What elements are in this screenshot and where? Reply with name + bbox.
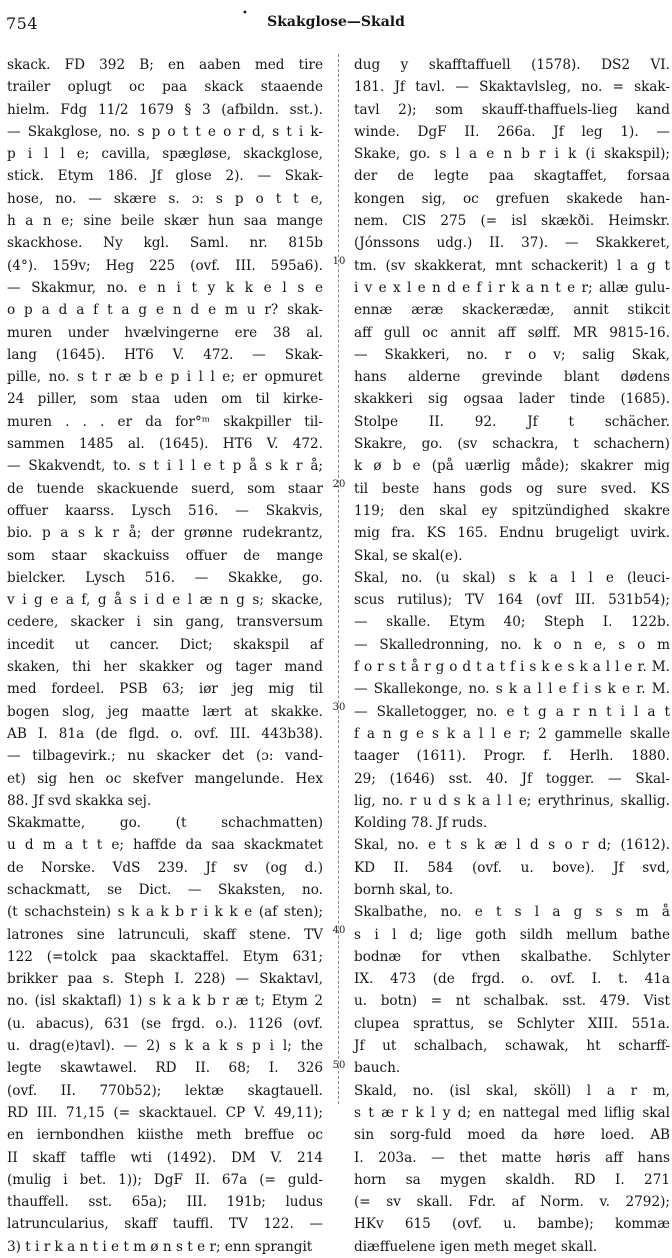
text-line: u. botn) = nt schalbak. sst. 479. Vist <box>354 993 670 1010</box>
text-line: f o r s t å r g o d t a t f i s k e s k a l l e r. M. <box>354 659 670 676</box>
text-line: brikker paa s. Steph I. 228) — Skaktavl, <box>7 971 323 988</box>
text-line: horn sa mygen skaldh. RD I. 271 <box>354 1171 670 1188</box>
text-line: cedere, skacker i sin gang, transversum <box>7 614 323 631</box>
text-line: med fordeel. PSB 63; iør jeg mig til <box>7 681 323 698</box>
right-column <box>354 54 670 1258</box>
text-line: Jf ut schalbach, schawak, ht scharff- <box>354 1038 670 1055</box>
line-number: 10 <box>332 256 346 267</box>
text-line: (ovf. II. 770b52); lektæ skagtauell. <box>7 1082 323 1099</box>
text-line: Stolpe II. 92. Jf t schächer. <box>354 413 670 430</box>
text-line: lig, no. r u d s k a l l e; erythrinus, skallig. <box>354 792 670 809</box>
text-line: (Jónssons udg.) II. 37). — Skakkeret, <box>354 235 670 252</box>
text-line: Skakre, go. (sv schackra, t schachern) <box>354 436 670 453</box>
text-line: taager (1611). Progr. f. Herlh. 1880. <box>354 748 670 765</box>
text-line: de Norske. VdS 239. Jf sv (og d.) <box>7 859 323 876</box>
text-line: — Skallekonge, no. s k a l l e f i s k e r. M. <box>354 681 670 698</box>
text-line: (t schachstein) s k a k b r i k k e (af sten); <box>7 904 323 921</box>
text-line: latruncularius, skaff tauffl. TV 122. — <box>7 1216 323 1233</box>
line-number: 40 <box>332 925 346 936</box>
text-line: 88. Jf svd skakka sej. <box>7 792 152 809</box>
text-line: hans alderne grevinde blant dødens <box>354 369 670 386</box>
text-line: der de legte paa skagtaffet, forsaa <box>354 168 670 185</box>
text-line: latrones sine latrunculi, skaff stene. TV <box>7 926 323 943</box>
text-line: sammen 1485 al. (1645). HT6 V. 472. <box>7 436 323 453</box>
text-line: — Skakvendt, to. s t i l l e t p å s k r å; <box>7 458 323 475</box>
text-line: v i g e a f, g å s i d e l æ n g s; skacke, <box>7 592 323 609</box>
text-line: til beste hans gods og sure sved. KS <box>354 480 670 497</box>
text-line: s i l d; lige goth sildh mellum bathe <box>354 926 670 943</box>
text-line: diæffuelene igen meth meget skall. <box>354 1238 598 1255</box>
text-line: — Skalletogger, no. e t g a r n t i l a t <box>354 703 670 720</box>
text-line: bodnæ for vthen skalbathe. Schlyter <box>354 948 670 965</box>
text-line: nem. ClS 275 (= isl skækði. Heimskr. <box>354 213 670 230</box>
text-line: muren under hvælvingerne ere 38 al. <box>7 324 323 341</box>
text-line: Kolding 78. Jf ruds. <box>354 815 488 832</box>
line-number: 30 <box>332 702 346 713</box>
text-line: Skake, go. s l a e n b r i k (i skakspil); <box>354 146 670 163</box>
line-number: 50 <box>332 1060 346 1071</box>
text-line: offuer kaarss. Lysch 516. — Skakvis, <box>7 502 323 519</box>
text-line: skakkeri sig ogsaa lader tinde (1685). <box>354 391 670 408</box>
text-line: (mulig i bet. 1)); DgF II. 67a (= guld- <box>7 1171 323 1188</box>
text-line: trailer oplugt oc paa skack staaende <box>7 79 323 96</box>
text-line: en iernbondhen kiisthe meth breffue oc <box>7 1127 323 1144</box>
text-line: Skal, se skal(e). <box>354 547 463 564</box>
text-line: bogen slog, jeg maatte lært at skakke. <box>7 703 323 720</box>
text-line: 122 (=tolck paa skacktaffel. Etym 631; <box>7 948 323 965</box>
text-line: mig fra. KS 165. Endnu brugeligt uvirk. <box>354 525 670 542</box>
text-line: bielcker. Lysch 516. — Skakke, go. <box>7 569 323 586</box>
text-line: skackhose. Ny kgl. Saml. nr. 815b <box>7 235 323 252</box>
text-line: Skal, no. e t s k æ l d s o r d; (1612). <box>354 837 670 854</box>
text-line: u d m a t t e; haffde da saa skackmatet <box>7 837 323 854</box>
text-line: bio. p a s k r å; der grønne rudekrantz, <box>7 525 323 542</box>
text-line: 181. Jf tavl. — Skaktavlsleg, no. = skak- <box>354 79 670 96</box>
text-line: tavl 2); som skauff-thaffuels-lieg kand <box>354 101 670 118</box>
text-line: 24 piller, som staa uden om til kirke- <box>7 391 323 408</box>
text-line: o p a d a f t a g e n d e m u r? skak- <box>7 302 323 319</box>
text-line: HKv 615 (ovf. u. bambe); kommæ <box>354 1216 670 1233</box>
text-line: h a n e; sine beile skær hun saa mange <box>7 213 323 230</box>
page-header <box>6 8 666 42</box>
text-line: aff gull oc annit aff sølff. MR 9815-16. <box>354 324 670 341</box>
text-line: — skalle. Etym 40; Steph I. 122b. <box>354 614 670 631</box>
text-line: — Skakmur, no. e n i t y k k e l s e <box>7 279 323 296</box>
text-line: i v e x l e n d e f i r k a n t e r; allæ gulu- <box>354 279 670 296</box>
text-line: kongen sig, oc grefuen skakede han- <box>354 190 670 207</box>
text-line: 3) t i r k a n t i e t m ø n s t e r; enn sprangit <box>7 1238 313 1255</box>
text-line: IX. 473 (de frgd. o. ovf. I. t. 41a <box>354 971 670 988</box>
column-divider <box>338 54 339 1104</box>
text-line: Skakmatte, go. (t schachmatten) <box>7 815 323 832</box>
text-line: skack. FD 392 B; en aaben med tire <box>7 57 323 73</box>
text-line: s t æ r k l y d; en nattegal med liflig skal <box>354 1104 670 1121</box>
text-line: lang (1645). HT6 V. 472. — Skak- <box>7 346 323 363</box>
text-line: bornh skal, to. <box>354 881 454 898</box>
text-line: AB I. 81a (de flgd. o. ovf. III. 443b38). <box>7 725 323 742</box>
text-line: (u. abacus), 631 (se frgd. o.). 1126 (ovf. <box>7 1015 323 1032</box>
text-line: — Skakkeri, no. r o v; salig Skak, <box>354 346 670 363</box>
line-number: 20 <box>332 479 346 490</box>
header-dot: • <box>242 8 248 19</box>
text-line: Skal, no. (u skal) s k a l l e (leuci- <box>354 569 670 586</box>
text-line: dug y skafftaffuell (1578). DS2 VI. <box>354 57 670 73</box>
text-line: thauffell. sst. 65a); III. 191b; ludus <box>7 1194 323 1211</box>
text-line: no. (isl skaktafl) 1) s k a k b r æ t; Etym 2 <box>7 993 323 1010</box>
text-line: — Skakglose, no. s p o t t e o r d, s t i k- <box>7 123 323 140</box>
text-line: clupea sprattus, se Schlyter XIII. 551a. <box>354 1015 670 1032</box>
text-line: incedit ut cancer. Dict; skakspil af <box>7 636 323 653</box>
text-line: ennæ æræ skackerædæ, annit stikcit <box>354 302 670 319</box>
running-head: Skakglose—Skald <box>267 14 405 30</box>
text-line: (= sv skall. Fdr. af Norm. v. 2792); <box>354 1194 670 1211</box>
text-line: hielm. Fdg 11/2 1679 § 3 (afbildn. sst.). <box>7 101 323 118</box>
text-line: u. drag(e)tavl). — 2) s k a k s p i l; the <box>7 1038 323 1055</box>
text-line: tm. (sv skakkerat, mnt schackerit) l a g t <box>354 257 670 274</box>
text-line: stick. Etym 186. Jf glose 2). — Skak- <box>7 168 323 185</box>
text-line: KD II. 584 (ovf. u. bove). Jf svd, <box>354 859 670 876</box>
page-number: 754 <box>6 14 39 33</box>
text-line: — tilbagevirk.; nu skacker det (ɔ: vand- <box>7 748 323 765</box>
text-line: hose, no. — skære s. ɔ: s p o t t e, <box>7 190 323 207</box>
text-line: 29; (1646) sst. 40. Jf togger. — Skal- <box>354 770 670 787</box>
text-line: II skaff taffle wti (1492). DM V. 214 <box>7 1149 323 1166</box>
text-line: — Skalledronning, no. k o n e, s o m <box>354 636 670 653</box>
text-line: k ø b e (på uærlig måde); skakrer mig <box>354 458 670 475</box>
text-line: skaken, thi her skakker og tager mand <box>7 659 323 676</box>
text-line: 119; den skal ey spitzündighed skakre <box>354 502 670 519</box>
text-line: de tuende skackuende suerd, som staar <box>7 480 323 497</box>
text-line: p i l l e; cavilla, spægløse, skackglose, <box>7 146 323 163</box>
text-line: et) sig hen oc skefver mangelunde. Hex <box>7 770 323 787</box>
text-line: (4°). 159v; Heg 225 (ovf. III. 595a6). <box>7 257 323 274</box>
text-line: f a n g e s k a l l e r; 2 gammelle skalle <box>354 725 670 742</box>
text-line: sin sorg-fuld moed da høre loed. AB <box>354 1127 670 1144</box>
text-line: schackmatt, se Dict. — Skaksten, no. <box>7 881 323 898</box>
text-line: muren . . . er da for°ᵐ skakpiller til- <box>7 413 323 430</box>
text-line: winde. DgF II. 266a. Jf leg 1). — <box>354 123 670 140</box>
text-line: scus rutilus); TV 164 (ovf III. 531b54); <box>354 592 670 609</box>
text-line: legte skawtawel. RD II. 68; I. 326 <box>7 1060 323 1077</box>
text-line: bauch. <box>354 1060 401 1077</box>
text-line: pille, no. s t r æ b e p i l l e; er opmuret <box>7 369 323 386</box>
text-line: Skald, no. (isl skal, sköll) l a r m, <box>354 1082 670 1099</box>
text-line: RD III. 71,15 (= skacktauel. CP V. 49,11); <box>7 1104 323 1121</box>
text-line: I. 203a. — thet matte høris aff hans <box>354 1149 670 1166</box>
text-line: som staar skackuiss offuer de mange <box>7 547 323 564</box>
left-column <box>7 54 323 1258</box>
text-line: Skalbathe, no. e t s l a g s s m å <box>354 904 670 921</box>
